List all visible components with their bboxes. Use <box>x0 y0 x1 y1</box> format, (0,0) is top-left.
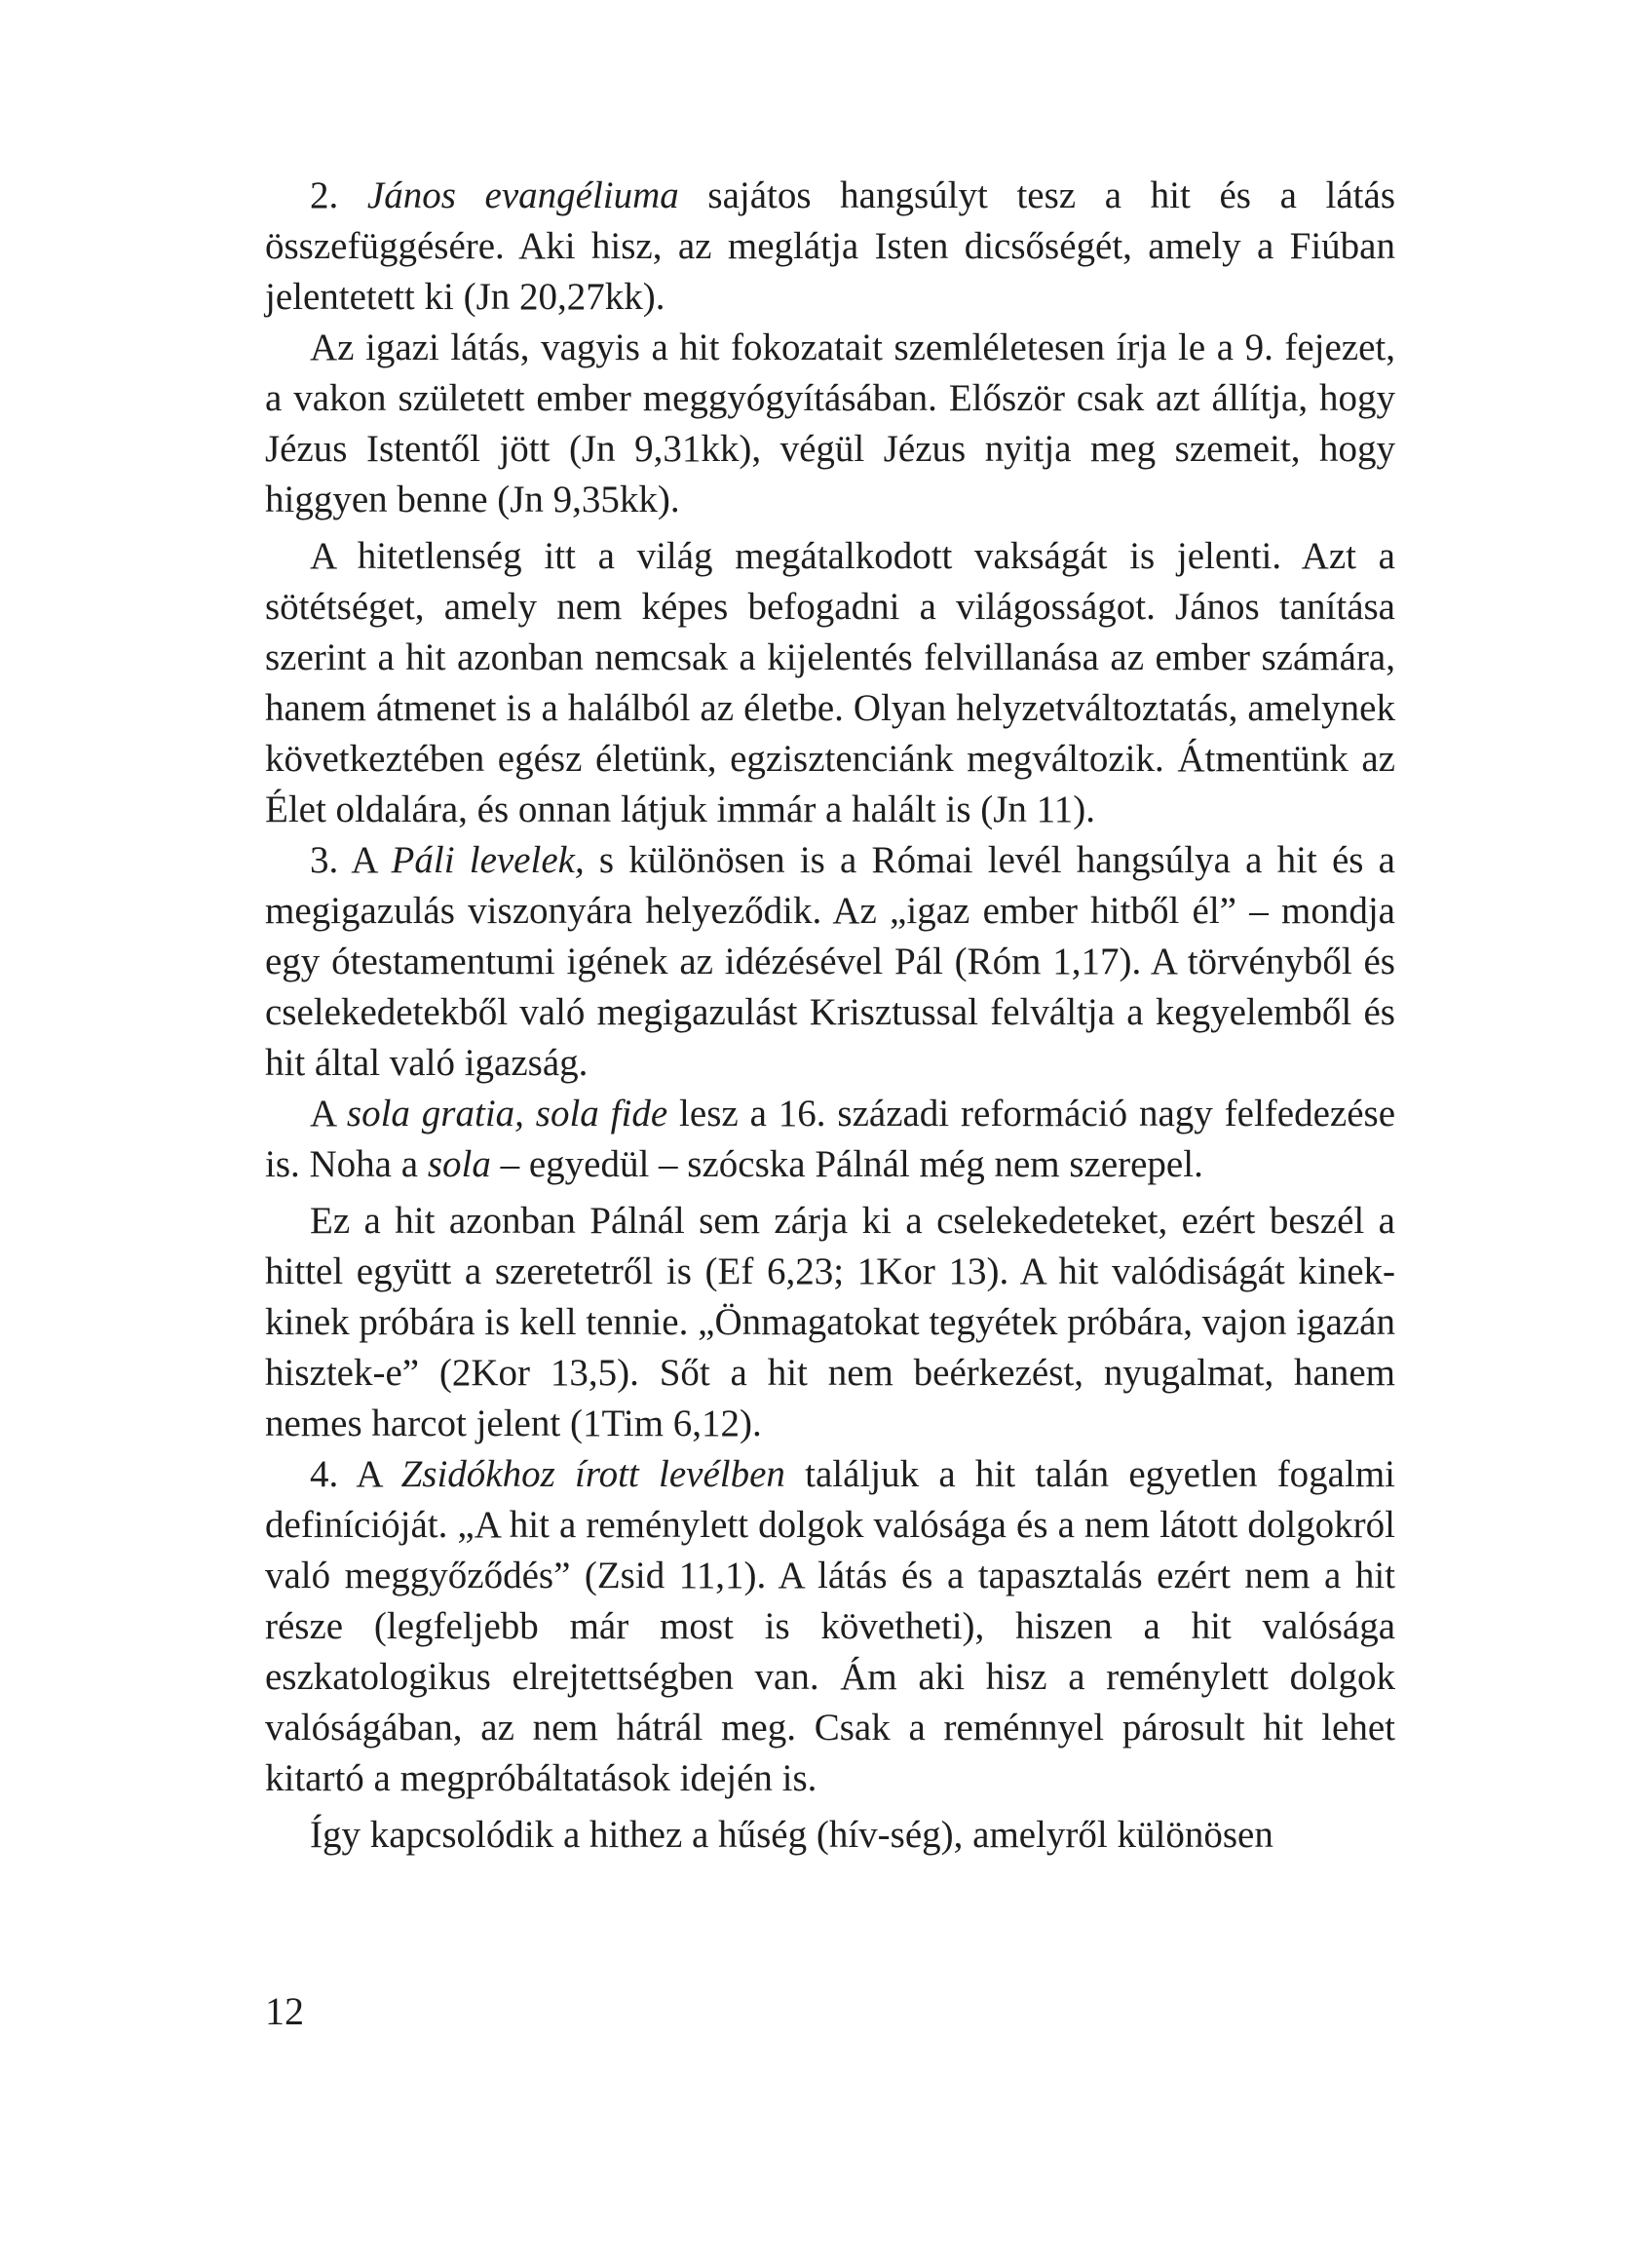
paragraph <box>265 1449 1395 1804</box>
page-number: 12 <box>265 1989 304 2033</box>
text-run: 4. A <box>310 1453 401 1495</box>
italic-run: János evangéliuma <box>366 174 679 216</box>
text-run: Így kapcsolódik a hithez a hűség (hív-ség), amelyről különösen <box>310 1814 1273 1856</box>
paragraph <box>265 1810 1395 1861</box>
text-run: sajátos hangsúlyt tesz a hit és a látás összefüggésére. Aki hisz, az meglátja Isten dicsőségét, amely a Fiúban jelentetett ki (Jn 20,27kk). <box>265 174 1396 318</box>
text-run: Ez a hit azonban Pálnál sem zárja ki a cselekedeteket, ezért beszél a hittel együtt a szeretetről is (Ef 6,23; 1Kor 13). A hit valódiságát kinek-kinek próbára is kell tennie. „Önmagatokat tegyétek próbára, vajon igazán hisztek-e” (2Kor 13,5). Sőt a hit nem beérkezést, nyugalmat, hanem nemes harcot jelent (1Tim 6,12). <box>265 1200 1395 1444</box>
paragraph <box>265 1089 1395 1190</box>
paragraph <box>265 323 1395 525</box>
italic-run: Zsidókhoz írott levélben <box>400 1453 785 1495</box>
italic-run: sola <box>427 1143 491 1185</box>
text-run: – egyedül – szócska Pálnál még nem szerepel. <box>490 1143 1203 1185</box>
text-run: s különösen is a Római levél hangsúlya a hit és a megigazulás viszonyára helyeződik. Az „igaz ember hitből él” – mondja egy ótestamentumi igének az idézésével Pál (Róm 1,17). A törvényből és cselekedetekből való megigazulást Krisztussal felváltja a kegyelemből és hit által való igazság. <box>265 839 1395 1084</box>
paragraph <box>265 171 1395 323</box>
body-text <box>265 171 1395 1861</box>
paragraph <box>265 1196 1395 1449</box>
text-run: Az igazi látás, vagyis a hit fokozatait szemléletesen írja le a 9. fejezet, a vakon született ember meggyógyításában. Először csak azt állítja, hogy Jézus Istentől jött (Jn 9,31kk), végül Jézus nyitja meg szemeit, hogy higgyen benne (Jn 9,35kk). <box>265 327 1395 520</box>
text-run: lesz a 16. századi reformáció nagy felfedezése is. Noha a <box>265 1093 1396 1185</box>
text-run: 2. <box>310 174 367 216</box>
paragraph <box>265 835 1395 1089</box>
text-run: 3. A <box>310 839 392 881</box>
italic-run: sola gratia, sola fide <box>346 1093 668 1134</box>
paragraph <box>265 531 1395 835</box>
text-run: találjuk a hit talán egyetlen fogalmi definícióját. „A hit a reménylett dolgok valósága és a nem látott dolgokról való meggyőződés” (Zsid 11,1). A látás és a tapasztalás ezért nem a hit része (legfeljebb már most is követheti), hiszen a hit valósága eszkatologikus elrejtettségben van. Ám aki hisz a reménylett dolgok valóságában, az nem hátrál meg. Csak a reménnyel párosult hit lehet kitartó a megpróbáltatások idején is. <box>265 1453 1395 1799</box>
text-run: A <box>310 1093 347 1134</box>
italic-run: Páli levelek, <box>391 839 585 881</box>
text-run: A hitetlenség itt a világ megátalkodott vakságát is jelenti. Azt a sötétséget, amely nem képes befogadni a világosságot. János tanítása szerint a hit azonban nemcsak a kijelentés felvillanása az ember számára, hanem átmenet is a halálból az életbe. Olyan helyzetváltoztatás, amelynek következtében egész életünk, egzisztenciánk megváltozik. Átmentünk az Élet oldalára, és onnan látjuk immár a halált is (Jn 11). <box>265 535 1395 830</box>
